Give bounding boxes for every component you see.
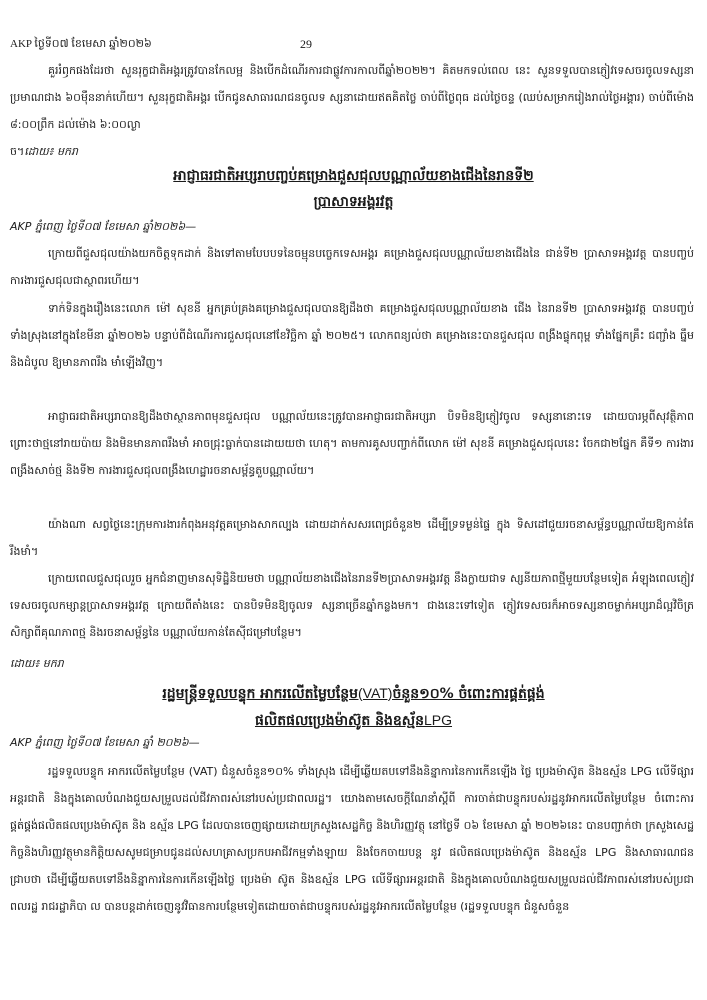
intro-line-2: នេះ សួនទទួលបានភ្ញៀវទេសចរចូលទស្សនាប្រមាណជាង ៦០ម៉ឺននាក់ហើយ។ សួនរុក្ខជាតិអង្គរ បើកជូនសាធារណជនចូលទ: [10, 64, 694, 104]
page-number: 29: [300, 37, 312, 51]
article1-title: [0, 163, 707, 215]
article1-title-line-1: អាជ្ញាធរជាតិអប្សរាបញ្ចប់គម្រោងជួសជុលបណ្ណាល័យខាងជើងនៃរានទី២: [173, 168, 534, 184]
article1-source-line: [10, 650, 694, 677]
page-header-date: AKP ថ្ងៃទី០៧ ខែមេសា ឆ្នាំ២០២៦: [10, 38, 152, 50]
article2-title-line-1b: ចំនួន១០% ចំពោះការផ្គត់ផ្គង់: [392, 686, 545, 702]
intro-line-1: គួររំឭកផងដែរថា សួនរុក្ខជាតិអង្គរត្រូវបានកែលម្អ និងបើកដំណើរការជាផ្លូវការកាលពីឆ្នាំ២០២២។ គិតមកទល់ពេល: [48, 64, 509, 77]
article1-paragraph-2: ទាក់ទិនក្នុងរឿងនេះលោក ម៉ៅ សុខនី អ្នកគ្រប់គ្រងគម្រោងជួសជុលបានឱ្យដឹងថា គម្រោងជួសជុលបណ្ណាល័យខាង ជើង នៃរានទី២ ប្រាសាទអង្គរវត្ត បានបញ្ចប់ទាំងស្រុងនៅក្នុងខែមីនា ឆ្នាំ២០២៦ បន្ទាប់ពីដំណើរការជួសជុលនៅខែវិច្ឆិកា ឆ្នាំ ២០២៥។ លោកពន្យល់ថា គម្រោងនេះបានជួសជុល ពង្រឹងផ្ទុកពុម្ព ទាំងផ្នែកគ្រឹះ ជញ្ជាំង ធ្នឹម និងដំបូល ឱ្យមានភាពរឹង មាំឡើងវិញ។: [10, 302, 694, 369]
article1-paragraph-1: ក្រោយពីជួសជុលយ៉ាងយកចិត្តទុកដាក់ និងទៅតាមបែបបទនៃចម្មុនបច្ចេកទេសអង្គរ គម្រោងជួសជុលបណ្ណាល័យខាងជើងនៃ ជាន់ទី២ ប្រាសាទអង្គរវត្ត បានបញ្ចប់ការងារជួសជុលជាស្ថាពរហើយ។: [10, 247, 694, 287]
article2-title: [0, 680, 707, 734]
article2-title-line-2: [255, 707, 452, 734]
article2-title-line-2a: ផលិតផលប្រេងម៉ាស៊ូត និងឧស្ម័ន: [254, 713, 424, 729]
intro-end-line: [10, 138, 694, 165]
article1-source: ដោយ៖ មករា: [10, 657, 64, 670]
intro-paragraph: [10, 57, 694, 138]
article2-dateline: AKP ភ្នំពេញ ថ្ងៃទី០៧ ខែមេសា ឆ្នាំ ២០២៦—: [10, 736, 200, 749]
intro-end: ច។: [10, 145, 25, 158]
article1-paragraph-4: យ៉ាងណា សព្វថ្ងៃនេះក្រុមការងារកំពុងអនុវត្តគម្រោងសាកល្បង ដោយដាក់សសរពេជ្រចំនួន២ ដើម្បីទ្រទម្ងន់ផ្ទៃ ក្នុង ទិសដៅជួយរចនាសម្ព័ន្ធបណ្ណាល័យឱ្យកាន់តែរឹងមាំ។: [10, 518, 694, 558]
article1-dateline: AKP ភ្នំពេញ ថ្ងៃទី០៧ ខែមេសា ឆ្នាំ២០២៦—: [10, 220, 197, 233]
article2-title-vat: (VAT): [357, 685, 393, 701]
article2-paragraph-1: រដ្ឋទទួលបន្ទុក អាករលើតម្លៃបន្ថែម (VAT) ជំនួសចំនួន១០% ទាំងស្រុង ដើម្បីឆ្លើយតបទៅនឹងនិន្នាការនៃការកើនឡើង ថ្លៃ ប្រេងម៉ាស៊ូត និងឧស្ម័ន LPG លើទីផ្សារអន្តរជាតិ និងក្នុងគោលបំណងជួយសម្រួលដល់ជីវភាពរស់នៅរបស់ប្រជាពលរដ្ឋ។ យោងតាមសេចក្តីណែនាំស្តីពី ការចាត់ជាបន្ទុករបស់រដ្ឋនូវអាករលើតម្លៃបន្ថែម ចំពោះការផ្គត់ផ្គង់ផលិតផលប្រេងម៉ាស៊ូត និង ឧស្ម័ន LPG ដែលបានចេញផ្សាយដោយក្រសួងសេដ្ឋកិច្ច និងហិរញ្ញវត្ថុ នៅថ្ងៃទី ០៦ ខែមេសា ឆ្នាំ ២០២៦នេះ បានបញ្ជាក់ថា ក្រសួងសេដ្ឋកិច្ចនិងហិរញ្ញវត្ថុមានកិត្តិយសសូមជម្រាបជូនដល់សហគ្រាសប្រកបអាជីវកម្មទាំងឡាយ និងចែកចាយបន្ត នូវ ផលិតផលប្រេងម៉ាស៊ូត និងឧស្ម័ន LPG និងសាធារណជនជ្រាបថា ដើម្បីឆ្លើយតបទៅនឹងនិន្នាការនៃការកើនឡើងថ្លៃ ប្រេងម៉ា ស៊ូត និងឧស្ម័ន LPG លើទីផ្សារអន្តរជាតិ និងក្នុងគោលបំណងជួយសម្រួលដល់ជីវភាពរស់នៅរបស់ប្រជាពលរដ្ឋ រាជរដ្ឋាភិបា ល បានបន្តដាក់ចេញនូវវិធានការបន្ថែមទៀតដោយចាត់ជាបន្ទុករបស់រដ្ឋនូវអាករលើតម្លៃបន្ថែម (រដ្ឋទទួលបន្ទុក ជំនួសចំនួន: [10, 765, 694, 913]
intro-source: ដោយ៖ មករា: [24, 145, 78, 158]
article2-title-line-1a: រដ្ឋមន្ត្រីទទួលបន្ទុក អាករលើតម្លៃបន្ថែម: [162, 686, 358, 702]
article1-paragraph-3: អាជ្ញាធរជាតិអប្សរាបានឱ្យដឹងថាស្ថានភាពមុនជួសជុល បណ្ណាល័យនេះត្រូវបានអាជ្ញាធរជាតិអប្សរា បិទមិនឱ្យភ្ញៀវចូល ទស្សនានោះទេ ដោយបារម្ភពីសុវត្ថិភាព ព្រោះថាថ្មនៅរាយប៉ាយ និងមិនមានភាពរឹងមាំ អាចជ្រុះធ្លាក់បានដោយយថា ហេតុ។ តាមការគូសបញ្ជាក់ពីលោក ម៉ៅ សុខនី គម្រោងជួសជុលនេះ ចែកជា២ផ្នែក គឺទី១ ការងារពង្រឹងសាច់ថ្ម និងទី២ ការងារជួសជុលពង្រឹងហេដ្ឋារចនាសម្ព័ន្ធតួបណ្ណាល័យ។: [10, 410, 694, 477]
article1-title-line-2: ប្រាសាទអង្គរវត្ត: [313, 194, 394, 210]
article2-title-line-1: [162, 680, 544, 707]
article1-paragraph-5: ក្រោយពេលជួសជុលរួច អ្នកជំនាញមានសុទិដ្ឋិនិយមថា បណ្ណាល័យខាងជើងនៃរានទី២ប្រាសាទអង្គរវត្ត នឹងក្លាយជាទ ស្សនីយភាពថ្មីមួយបន្ថែមទៀត អំឡុងពេលភ្ញៀវទេសចរចូលកម្សាន្តប្រាសាទអង្គរវត្ត ក្រោយពីតាំងនេះ បានបិទមិនឱ្យចូលទ ស្សនាច្រើនឆ្នាំកន្លងមក។ ជាងនេះទៅទៀត ភ្ញៀវទេសចរក៏អាចទស្សនាចម្លាក់អប្សរាដ៏ល្អវិចិត្រ សិក្សាពីគុណភាពថ្ម និងរចនាសម្ព័ន្ធនៃ បណ្ណាល័យកាន់តែស៊ីជម្រៅបន្ថែម។: [10, 572, 694, 639]
article2-title-lpg: LPG: [424, 712, 453, 728]
intro-line-3: ស្សនាដោយឥតគិតថ្លៃ ចាប់ពីថ្ងៃពុធ ដល់ថ្ងៃចន្ទ (ឈប់សម្រាករៀងរាល់ថ្ងៃអង្គារ) ចាប់ពីម៉ោង ៨:០០ព្រឹក ដល់ម៉ោង ៦:០០ល្ងា: [10, 91, 694, 131]
